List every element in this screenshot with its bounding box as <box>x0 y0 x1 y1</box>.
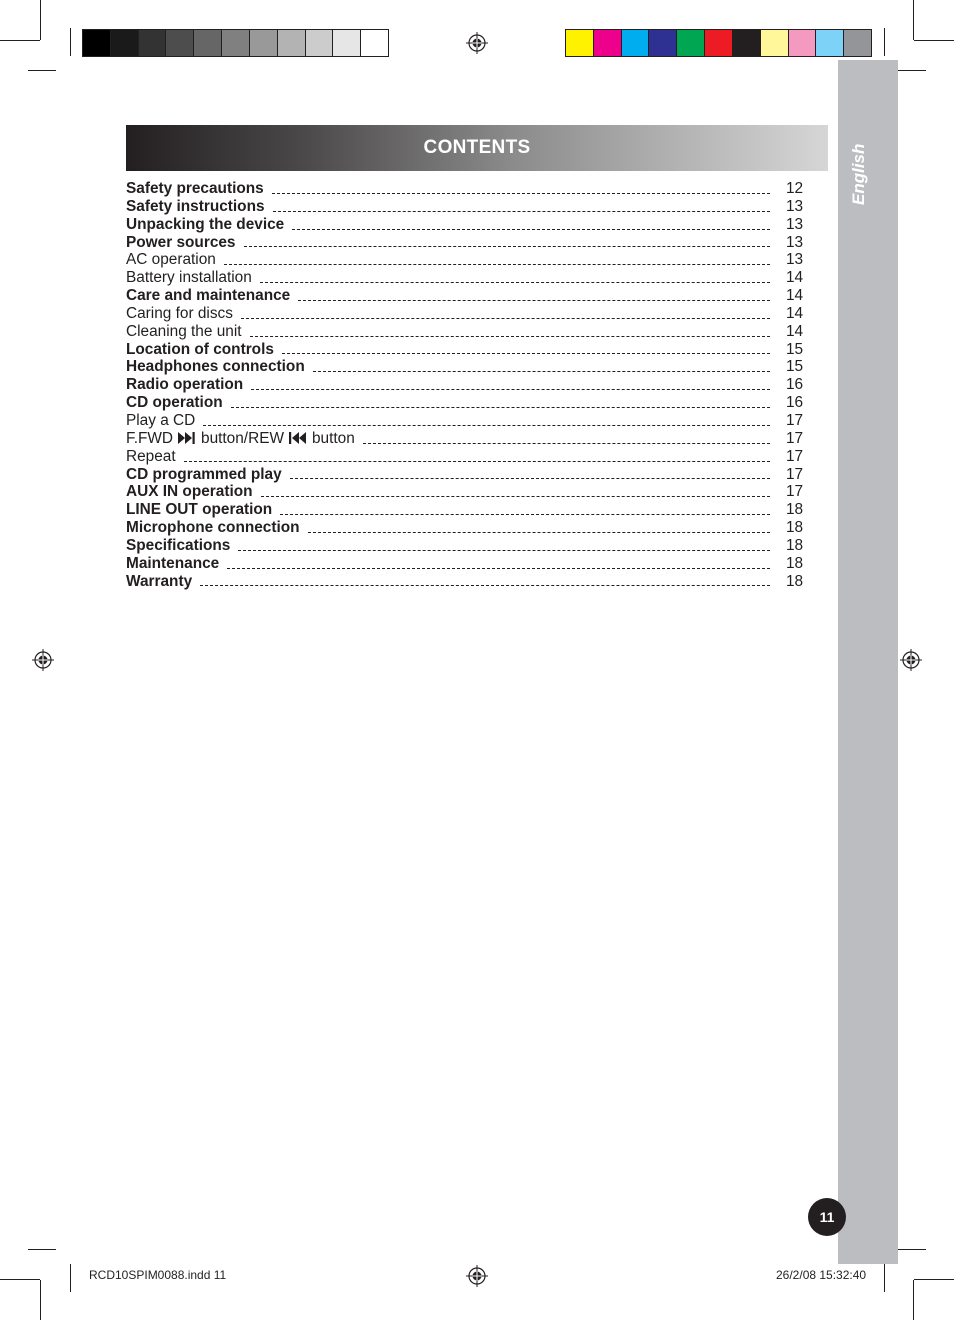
contents-header <box>126 125 828 171</box>
toc-entry-title <box>126 430 363 448</box>
color-swatch <box>306 30 334 56</box>
dot-leader <box>200 585 770 586</box>
toc-entry-title: Location of controls <box>126 340 274 358</box>
toc-entry-page: 18 <box>786 519 804 537</box>
color-swatch <box>761 30 789 56</box>
crop-mark <box>898 70 926 71</box>
registration-mark-icon <box>32 649 54 671</box>
crop-mark <box>884 1264 885 1292</box>
toc-entry-title: Cleaning the unit <box>126 322 242 340</box>
toc-entry[interactable] <box>126 537 806 555</box>
color-swatch <box>594 30 622 56</box>
color-swatch <box>844 30 871 56</box>
color-swatch <box>166 30 194 56</box>
dot-leader <box>273 211 770 212</box>
toc-entry-page: 16 <box>786 376 804 394</box>
crop-mark <box>884 28 885 56</box>
dot-leader <box>238 550 770 551</box>
toc-entry-page: 17 <box>786 483 804 501</box>
color-swatch <box>333 30 361 56</box>
toc-entry[interactable] <box>126 198 806 216</box>
toc-entry[interactable] <box>126 466 806 484</box>
dot-leader <box>313 371 770 372</box>
crop-mark <box>913 1280 914 1320</box>
dot-leader <box>241 318 770 319</box>
color-swatch <box>222 30 250 56</box>
crop-mark <box>0 40 40 41</box>
toc-entry[interactable] <box>126 216 806 234</box>
toc-entry-title: Radio operation <box>126 376 244 394</box>
toc-entry-title: Headphones connection <box>126 358 305 376</box>
dot-leader <box>250 336 770 337</box>
registration-mark-icon <box>466 1265 488 1287</box>
toc-entry-page: 13 <box>786 251 804 269</box>
toc-entry-page: 15 <box>786 340 804 358</box>
toc-entry[interactable] <box>126 269 806 287</box>
toc-entry-title: AUX IN operation <box>126 483 253 501</box>
language-label: English <box>849 143 868 205</box>
toc-entry[interactable] <box>126 394 806 412</box>
crop-mark <box>914 1279 954 1280</box>
dot-leader <box>244 246 771 247</box>
color-swatch <box>566 30 594 56</box>
toc-entry-title: LINE OUT operation <box>126 501 273 519</box>
toc-entry-page: 17 <box>786 447 804 465</box>
crop-mark <box>28 70 56 71</box>
registration-mark-icon <box>900 649 922 671</box>
color-swatch <box>649 30 677 56</box>
color-swatch <box>622 30 650 56</box>
footer-filename: RCD10SPIM0088.indd 11 <box>89 1268 227 1282</box>
dot-leader <box>308 532 770 533</box>
toc-entry[interactable] <box>126 448 806 466</box>
color-bar <box>565 29 872 57</box>
crop-mark <box>40 0 41 40</box>
toc-entry-title: Warranty <box>126 572 193 590</box>
toc-entry[interactable] <box>126 180 806 198</box>
color-swatch <box>677 30 705 56</box>
color-swatch <box>705 30 733 56</box>
toc-entry-page: 16 <box>786 394 804 412</box>
toc-entry[interactable] <box>126 234 806 252</box>
color-swatch <box>139 30 167 56</box>
dot-leader <box>203 425 770 426</box>
toc-entry[interactable] <box>126 573 806 591</box>
toc-entry-title-part: button/REW <box>201 429 284 447</box>
crop-mark <box>898 1249 926 1250</box>
toc-entry-title: Care and maintenance <box>126 287 291 305</box>
page-number: 11 <box>808 1198 846 1236</box>
toc-entry-title: Repeat <box>126 447 176 465</box>
toc-entry-title-part: button <box>312 429 355 447</box>
toc-entry-page: 13 <box>786 215 804 233</box>
toc-entry[interactable] <box>126 376 806 394</box>
toc-entry[interactable] <box>126 412 806 430</box>
toc-entry-page: 12 <box>786 180 804 197</box>
crop-mark <box>40 1280 41 1320</box>
dot-leader <box>261 496 770 497</box>
dot-leader <box>184 461 770 462</box>
toc-entry[interactable] <box>126 555 806 573</box>
dot-leader <box>224 264 770 265</box>
crop-mark <box>0 1279 40 1280</box>
crop-mark <box>914 40 954 41</box>
next-track-icon <box>177 430 197 447</box>
color-swatch <box>194 30 222 56</box>
toc-entry-title: Safety instructions <box>126 197 265 215</box>
dot-leader <box>272 193 770 194</box>
toc-entry-title: AC operation <box>126 251 216 269</box>
toc-entry[interactable] <box>126 519 806 537</box>
crop-mark <box>70 28 71 56</box>
toc-entry-page: 14 <box>786 269 804 287</box>
crop-mark <box>70 1264 71 1292</box>
toc-entry[interactable] <box>126 251 806 269</box>
crop-mark <box>913 0 914 40</box>
color-swatch <box>361 30 388 56</box>
toc-entry-title: Play a CD <box>126 411 196 429</box>
toc-entry[interactable] <box>126 483 806 501</box>
toc-entry[interactable] <box>126 287 806 305</box>
toc-entry-page: 15 <box>786 358 804 376</box>
toc-entry-title: Unpacking the device <box>126 215 285 233</box>
toc-entry-title: CD operation <box>126 394 223 412</box>
dot-leader <box>280 514 770 515</box>
toc-entry-title: Battery installation <box>126 269 252 287</box>
dot-leader <box>260 282 770 283</box>
toc-entry-page: 14 <box>786 304 804 322</box>
toc-entry-page: 14 <box>786 322 804 340</box>
toc-entry-page: 17 <box>786 429 804 447</box>
toc-entry[interactable] <box>126 341 806 359</box>
dot-leader <box>251 389 770 390</box>
toc-entry[interactable] <box>126 323 806 341</box>
toc-entry-title: Microphone connection <box>126 519 300 537</box>
table-of-contents <box>126 180 806 590</box>
dot-leader <box>363 443 770 444</box>
dot-leader <box>231 407 770 408</box>
grayscale-bar <box>82 29 389 57</box>
dot-leader <box>290 478 770 479</box>
toc-entry-page: 18 <box>786 501 804 519</box>
toc-entry-page: 18 <box>786 536 804 554</box>
color-swatch <box>111 30 139 56</box>
toc-entry-title: Caring for discs <box>126 304 233 322</box>
page-title: CONTENTS <box>423 137 531 158</box>
color-swatch <box>733 30 761 56</box>
toc-entry-title: Power sources <box>126 233 236 251</box>
toc-entry-title: CD programmed play <box>126 465 282 483</box>
toc-entry-page: 14 <box>786 287 804 305</box>
previous-track-icon <box>288 430 308 447</box>
toc-entry-page: 18 <box>786 554 804 572</box>
toc-entry-title: Specifications <box>126 536 231 554</box>
toc-entry-page: 13 <box>786 233 804 251</box>
toc-entry[interactable] <box>126 305 806 323</box>
dot-leader <box>292 229 770 230</box>
color-swatch <box>789 30 817 56</box>
registration-mark-icon <box>466 32 488 54</box>
footer-timestamp: 26/2/08 15:32:40 <box>776 1268 867 1282</box>
toc-entry-title: Maintenance <box>126 554 220 572</box>
toc-entry[interactable] <box>126 358 806 376</box>
color-swatch <box>816 30 844 56</box>
toc-entry-page: 17 <box>786 411 804 429</box>
language-side-tab <box>838 60 898 1264</box>
toc-entry-title-part: F.FWD <box>126 429 174 447</box>
dot-leader <box>298 300 770 301</box>
toc-entry-page: 17 <box>786 465 804 483</box>
dot-leader <box>227 568 770 569</box>
color-swatch <box>250 30 278 56</box>
toc-entry-page: 18 <box>786 572 804 590</box>
toc-entry[interactable] <box>126 430 806 448</box>
toc-entry-title: Safety precautions <box>126 180 264 197</box>
crop-mark <box>28 1249 56 1250</box>
toc-entry-page: 13 <box>786 197 804 215</box>
color-swatch <box>83 30 111 56</box>
dot-leader <box>282 353 770 354</box>
toc-entry[interactable] <box>126 501 806 519</box>
color-swatch <box>278 30 306 56</box>
